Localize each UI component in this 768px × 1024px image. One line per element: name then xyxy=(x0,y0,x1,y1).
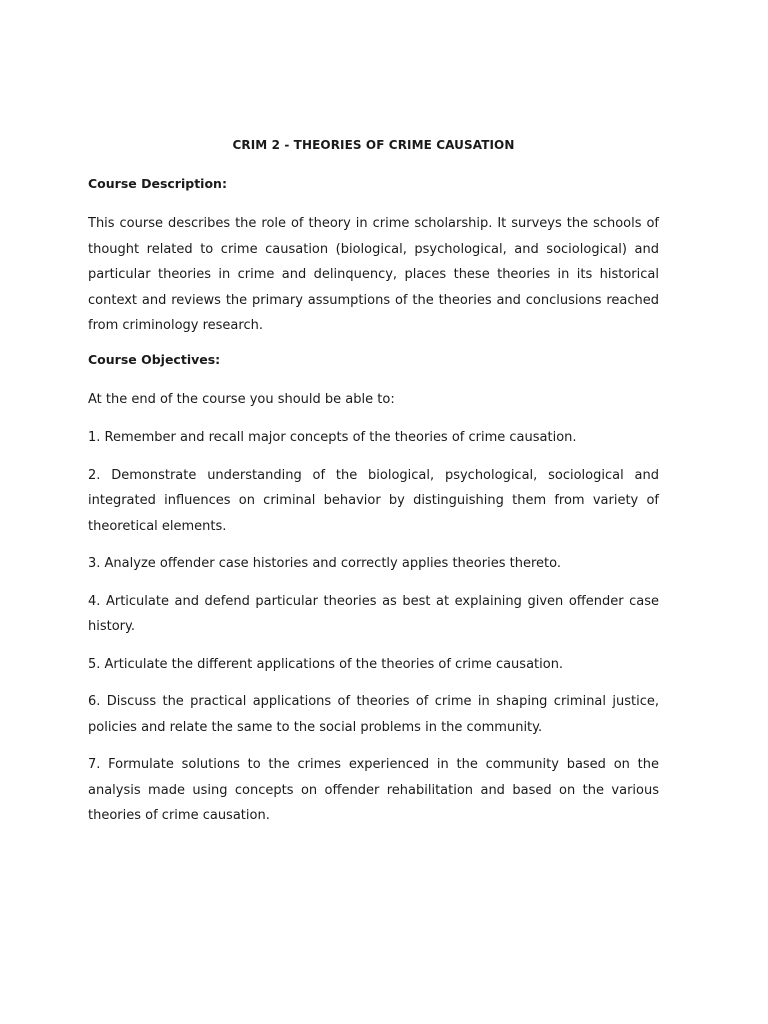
objective-item-3: 3. Analyze offender case histories and correctly applies theories thereto. xyxy=(88,556,561,571)
objective-item-7: 7. Formulate solutions to the crimes experienced in the community based on the analysis made using concepts on offender rehabilitation and based on the various theories of crime causation. xyxy=(88,757,659,823)
objective-item-4: 4. Articulate and defend particular theories as best at explaining given offender case history. xyxy=(88,593,659,634)
objective-item-5: 5. Articulate the different applications of the theories of crime causation. xyxy=(88,656,564,672)
course-description-text: This course describes the role of theory in crime scholarship. It surveys the schools of thought related to crime causation (biological, psychological, and sociological) and particular theories in crime and delinquency, places these theories in its historical context and reviews the primary assumptions of the theories and conclusions reached from criminology research. xyxy=(88,216,659,333)
course-objectives-intro: At the end of the course you should be able to: xyxy=(88,391,395,407)
course-objectives-heading: Course Objectives: xyxy=(88,351,221,367)
objective-item-6: 6. Discuss the practical applications of theories of crime in shaping criminal justice, policies and relate the same to the social problems in the community. xyxy=(88,694,659,735)
objective-item-2: 2. Demonstrate understanding of the biological, psychological, sociological and integrated influences on criminal behavior by distinguishing them from variety of theoretical elements. xyxy=(88,467,659,534)
document-title: CRIM 2 - THEORIES OF CRIME CAUSATION xyxy=(232,138,515,152)
objectives-list xyxy=(88,425,659,829)
objective-item-1: 1. Remember and recall major concepts of the theories of crime causation. xyxy=(88,430,577,445)
course-description-heading: Course Description: xyxy=(88,176,227,191)
